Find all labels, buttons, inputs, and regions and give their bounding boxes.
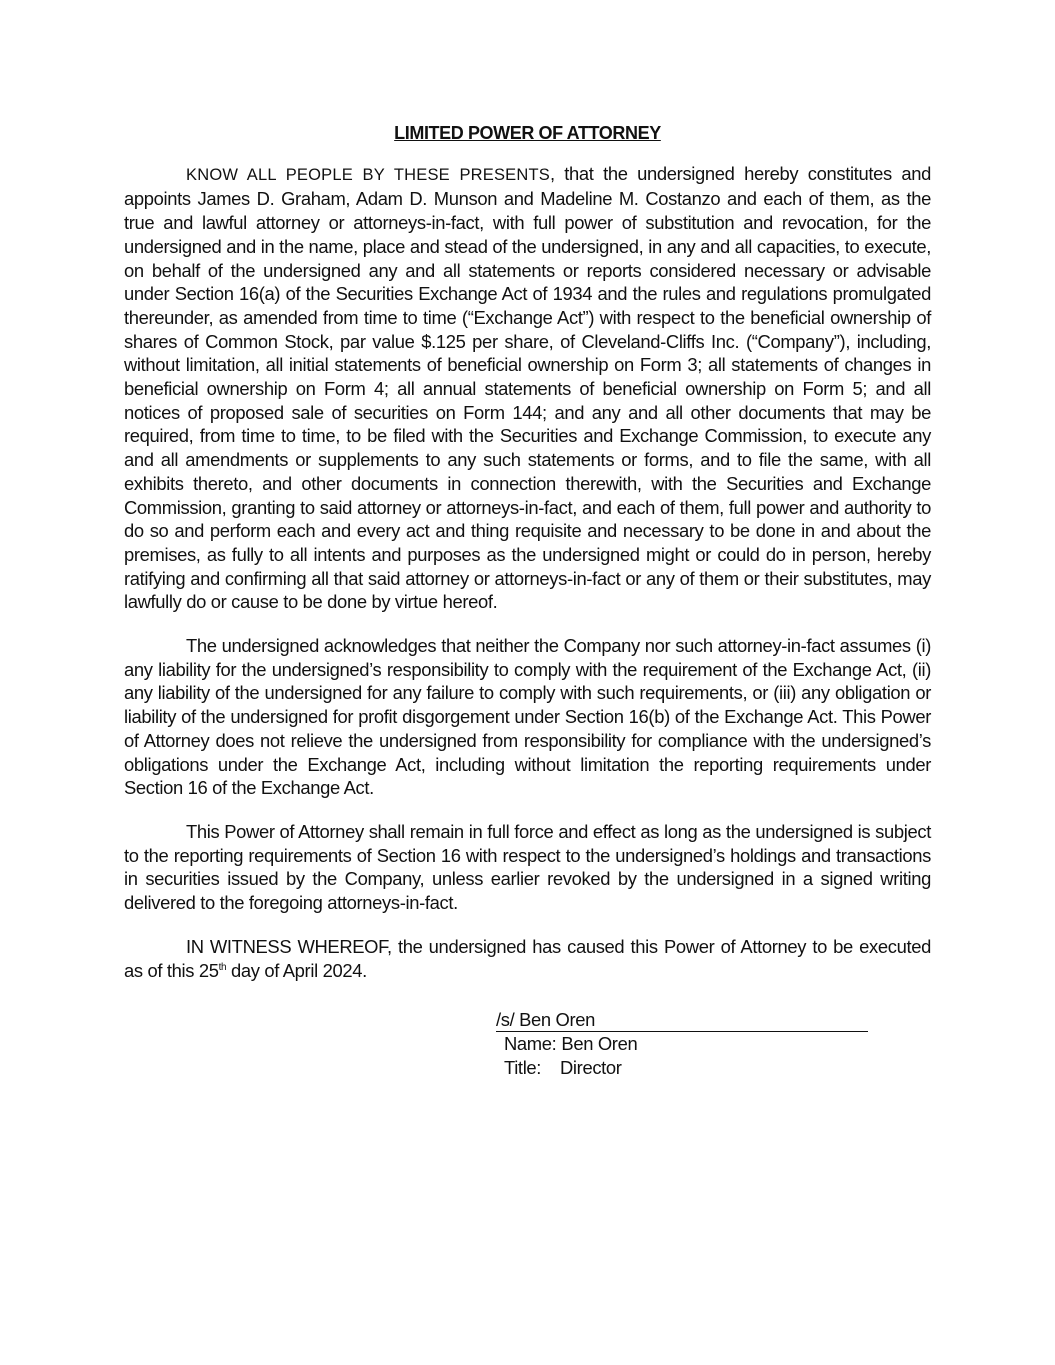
paragraph-appointment (124, 162, 931, 614)
signature-line (496, 1008, 868, 1032)
signature-text: /s/ Ben Oren (496, 1009, 596, 1030)
signatory-name-row (496, 1032, 868, 1056)
name-label: Name: (504, 1033, 557, 1054)
signature-block (496, 1008, 868, 1080)
name-value: Ben Oren (561, 1033, 638, 1054)
witness-date-text: day of April 2024. (226, 959, 367, 981)
signatory-title-row (496, 1056, 868, 1080)
document-body (124, 122, 931, 1002)
paragraph-duration: This Power of Attorney shall remain in full force and effect as long as the undersigned is subject to the reporting requirements of Section 16 with respect to the undersigned’s holdings and transactions in securities issued by the Company, unless earlier revoked by the undersigned in a signed writing delivered to the foregoing attorneys-in-fact. (124, 820, 931, 914)
paragraph-acknowledgement: The undersigned acknowledges that neither the Company nor such attorney-in-fact assumes (i) any liability for the undersigned’s responsibility to comply with the requirement of the Exchange Act, (ii) any liability of the undersigned for any failure to comply with such requirements, or (iii) any obligation or liability of the undersigned for profit disgorgement under Section 16(b) of the Exchange Act. This Power of Attorney does not relieve the undersigned from responsibility for compliance with the undersigned’s obligations under the Exchange Act, including without limitation the reporting requirements under Section 16 of the Exchange Act. (124, 635, 931, 799)
title-value: Director (560, 1057, 622, 1078)
witness-ordinal-suffix: th (218, 961, 227, 973)
paragraph-lead-text: KNOW ALL PEOPLE BY THESE PRESENTS (186, 165, 550, 184)
document-title: LIMITED POWER OF ATTORNEY (394, 123, 661, 143)
witness-text: IN WITNESS WHEREOF, the undersigned has caused this Power of Attorney to be executed as of this 25 (124, 935, 931, 981)
title-label: Title: (504, 1057, 542, 1078)
paragraph-appointment-body: , that the undersigned hereby constitutes and appoints James D. Graham, Adam D. Munson and Madeline M. Costanzo and each of them, as the true and lawful attorney or attorneys-in-fact, with full power of substitution and revocation, for the undersigned and in the name, place and stead of the undersigned, in any and all capacities, to execute, on behalf of the undersigned any and all statements or reports considered necessary or advisable under Section 16(a) of the Securities Exchange Act of 1934 and the rules and regulations promulgated thereunder, as amended from time to time (“Exchange Act”) with respect to the beneficial ownership of shares of Common Stock, par value $.125 per share, of Cleveland-Cliffs Inc. (“Company”), including, without limitation, all initial statements of beneficial ownership on Form 3; all statements of changes in beneficial ownership on Form 4; all annual statements of beneficial ownership on Form 5; and all notices of proposed sale of securities on Form 144; and any and all other documents that may be required, from time to time, to be filed with the Securities and Exchange Commission, to execute any and all amendments or supplements to any such statements or forms, and to file the same, with all exhibits thereto, and other documents in connection therewith, with the Securities and Exchange Commission, granting to said attorney or attorneys-in-fact, and each of them, full power and authority to do so and perform each and every act and thing requisite and necessary to be done in and about the premises, as fully to all intents and purposes as the undersigned might or could do in person, hereby ratifying and confirming all that said attorney or attorneys-in-fact or any of them or their substitutes, may lawfully do or cause to be done by virtue hereof. (124, 162, 931, 613)
paragraph-witness (124, 935, 931, 982)
